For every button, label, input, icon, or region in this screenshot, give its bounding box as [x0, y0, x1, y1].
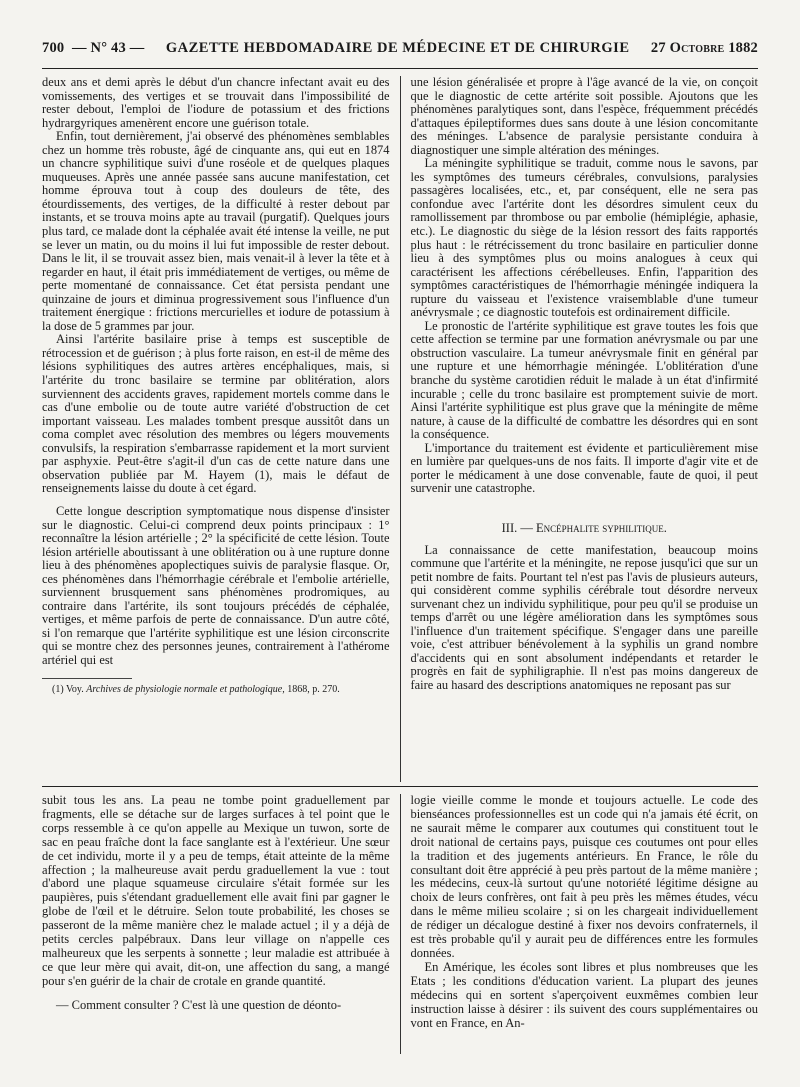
paragraph: subit tous les ans. La peau ne tombe point graduellement par fragments, elle se détache sur de larges surfaces à tel point que le corps ressemble à ce qu'on appelle au Mexique un tuwon, sorte de sac en peau fraîche dont la face sanglante est à l'extérieur. Une sœur de cet individu, morte il y a peu de temps, était atteinte de la même affection ; la malheureuse avait perdu graduellement la vue : tout d'abord une plaque squameuse circulaire s'était formée sur les paupières, puis s'étendant graduellement elle avait fini par gagner le globe de l'œil et le détruire. Selon toute probabilité, les choses se passeront de la même manière chez le malade actuel ; il y a déjà de petits cercles palpébraux. Dans leur village on n'appelle ces malheureux que les serpents à sonnette ; leur maladie est attribuée à ce que leur mère qui avait, dit-on, une affection du sang, a mangé pour s'en guérir de la chair de crotale en grande quantité.: [42, 793, 390, 988]
column-divider: [400, 76, 401, 782]
article-section: [42, 76, 758, 782]
feuilleton-column-left: [42, 794, 390, 1054]
feuilleton-column-right: [411, 794, 759, 1054]
paragraph: La méningite syphilitique se traduit, comme nous le savons, par les symptômes des tumeurs cérébrales, convulsions, paralysies passagères localisées, etc., et, par conséquent, elle ne sera pas confondue avec l'artérite dont les désordres simulent ceux du ramollissement par thrombose ou par embolie (hémiplégie, aphasie, etc.). Le diagnostic du siège de la lésion ressort des faits rapportés plus haut : le rétrécissement du tronc basilaire en particulier donne lieu à des symptômes plus ou moins analogues à ceux qui caractérisent les affections cérébelleuses. Enfin, l'apparition des symptômes caractéristiques de l'hémorrhagie méningée indiquera la rupture du vaisseau et l'existence vraisemblable d'une tumeur anévrysmale ; ce diagnostic toutefois est ordinairement difficile.: [410, 156, 758, 320]
paragraph: — Comment consulter ? C'est là une question de déonto-: [56, 997, 342, 1012]
feuilleton-section: [42, 794, 758, 1054]
article-column-right: [411, 76, 759, 782]
running-header: [42, 40, 758, 64]
page-number-and-issue: [42, 40, 144, 57]
paragraph: L'importance du traitement est évidente et particulièrement mise en lumière par quelques-uns de nos faits. Il importe d'agir vite et de porter le médicament à une dose convenable, faute de quoi, il peut survenir une catastrophe.: [410, 440, 758, 496]
footnote-source: Archives de physiologie normale et pathologique,: [86, 683, 285, 695]
paragraph: Le pronostic de l'artérite syphilitique est grave toutes les fois que cette affection se termine par une formation anévrysmale ou par une obstruction vasculaire. La tumeur anévrysmale finit en général par une rupture et une hémorrhagie méningée. L'oblitération d'une branche du système carotidien réduit le malade à un état d'infirmité incurable ; celle du tronc basilaire est promptement suivie de mort. Ainsi l'artérite syphilitique est plus grave que la méningite de même nature, à cause de la difficulté de combattre les désordres qui en sont la conséquence.: [410, 318, 758, 442]
paragraph: La connaissance de cette manifestation, beaucoup moins commune que l'artérite et la méningite, ne repose jusqu'ici que sur un petit nombre de faits. Pourtant tel n'est pas l'avis de plusieurs auteurs, qui considèrent comme syphilis cérébrale tout désordre nerveux survenant chez un individu syphilitique, pour peu qu'il se produise un temps d'arrêt ou une légère amélioration dans les symptômes sous l'influence d'un traitement spécifique. S'engager dans une pareille voie, c'est attribuer bénévolement à la syphilis un grand nombre d'accidents qui en sont absolument indépendants et retarder le progrès en fait de syphiligraphie. Il n'est pas moins dangereux de faire au hasard des descriptions anatomiques ne reposant pas sur: [410, 542, 758, 692]
paragraph: En Amérique, les écoles sont libres et plus nombreuses que les Etats ; les conditions d'éducation varient. La plupart des jeunes médecins qui en sortent s'aperçoivent euxmêmes combien leur instruction laisse à désirer : ils suivent des cours supplémentaires ou vont en France, en An-: [410, 959, 758, 1030]
paragraph: Ainsi l'artérite basilaire prise à temps est susceptible de rétrocession et de guérison ; à plus forte raison, en est-il de même des lésions syphilitiques des autres artères encéphaliques, mais, si l'artérite du tronc basilaire se termine par oblitération, alors surviennent des accidents graves, rapidement mortels comme dans le cas d'une embolie ou de toute autre variété d'obstruction de cet important vaisseau. Les malades tombent presque aussitôt dans un coma complet avec résolution des membres ou légers mouvements convulsifs, la respiration s'embarrasse rapidement et la mort survient par asphyxie. Peut-être s'agit-il d'un cas de cette nature dans une observation publiée par M. Hayem (1), mais le défaut de renseignements laisse du doute à cet égard.: [42, 332, 390, 496]
feuilleton-rule: [42, 786, 758, 787]
section-title: Encéphalite syphilitique.: [536, 520, 667, 535]
issue-date: [651, 40, 758, 57]
page-number: 700: [42, 40, 65, 56]
paragraph: logie vieille comme le monde et toujours actuelle. Le code des bienséances professionnelles est un code qui n'a jamais été écrit, on ne saurait même le comparer aux coutumes qui constituent tout le droit national de certains pays, puisque ces coutumes ont pour elles la tradition et des jugements antérieurs. En France, le rôle du consultant doit être apprécié à peu près partout de la même manière ; les médecins, ceux-là surtout qu'une notoriété légitime désigne au choix de leurs confrères, ont fait à peu près les mêmes études, vécu dans le même milieu scolaire ; si on les chargeait individuellement de rédiger un décalogue destiné à fixer nos devoirs confraternels, il est très probable qu'il y aurait peu de différences entre les formules données.: [410, 793, 758, 960]
section-number: III. —: [501, 520, 533, 535]
issue-number: — N° 43 —: [72, 40, 145, 56]
date-month: Octobre: [669, 40, 725, 56]
footnote-rule: [42, 678, 132, 679]
footnote-tail: 1868, p. 270.: [287, 683, 340, 695]
paragraph: Enfin, tout dernièrement, j'ai observé des phénomènes semblables chez un homme très robuste, âgé de cinquante ans, qui eut en 1874 un chancre syphilitique suivi d'une roséole et de quelques plaques muqueuses. Après une année passée sans aucune manifestation, cet homme éprouva tout à coup des douleurs de tête, des étourdissements, des vertiges, de la difficulté à rester debout par instants, et se trouva moins apte au travail (purgatif). Quelques jours plus tard, ce malade dont la céphalée avait été intense la veille, ne put se lever un matin, ou du moins il lui fut impossible de rester debout. Dans le lit, il se trouvait assez bien, mais venait-il à lever la tête et à regarder en haut, il était pris immédiatement de vertiges, ou même de perte momentané de connaissance. Cet état persista pendant une quinzaine de jours et diminua progressivement sous l'influence d'un traitement énergique : frictions mercurielles et iodure de potassium à la dose de 5 grammes par jour.: [42, 129, 390, 333]
journal-title: GAZETTE HEBDOMADAIRE DE MÉDECINE ET DE CHIRURGIE: [165, 40, 630, 56]
footnote: [42, 684, 390, 696]
header-rule: [42, 68, 758, 69]
footnote-lead: (1) Voy.: [52, 683, 84, 695]
paragraph: deux ans et demi après le début d'un chancre infectant avait eu des vomissements, des vertiges et se trouvait dans l'impossibilité de rester debout, l'emploi de l'iodure de potassium et des frictions hydrargyriques amenèrent encore une guérison totale.: [42, 75, 390, 130]
date-day: 27: [650, 40, 666, 56]
paragraph: une lésion généralisée et propre à l'âge avancé de la vie, on conçoit que le diagnostic de cette artérite soit possible. Ajoutons que les phénomènes paralytiques sont, dans l'espèce, fréquemment précédés d'attaques épileptiformes dues sans doute à une lésion concomitante des méninges. L'absence de paralysie persistante conduira à diagnostiquer une simple altération des méninges.: [410, 75, 758, 157]
column-divider: [400, 794, 401, 1054]
paragraph: Cette longue description symptomatique nous dispense d'insister sur le diagnostic. Celui-ci comprend deux points principaux : 1° reconnaître la lésion artérielle ; 2° la spécificité de cette lésion. Toute lésion artérielle aboutissant à une oblitération ou à une rupture donne lieu à des phénomènes apoplectiques suivis de paralysie flasque. Or, ces phénomènes dans l'hémorrhagie cérébrale et l'embolie artérielle, surviennent brusquement sans phénomènes prodromiques, au contraire dans l'artérite, ils sont toujours précédés de céphalée, vertiges, et même parfois de perte de connaissance. D'un autre côté, si l'on remarque que l'artérite syphilitique est une lésion circonscrite qui se montre chez des personnes jeunes, contrairement à l'athérome artériel qui est: [42, 503, 390, 667]
section-heading: [411, 522, 759, 536]
date-year: 1882: [728, 40, 758, 56]
article-column-left: [42, 76, 390, 782]
